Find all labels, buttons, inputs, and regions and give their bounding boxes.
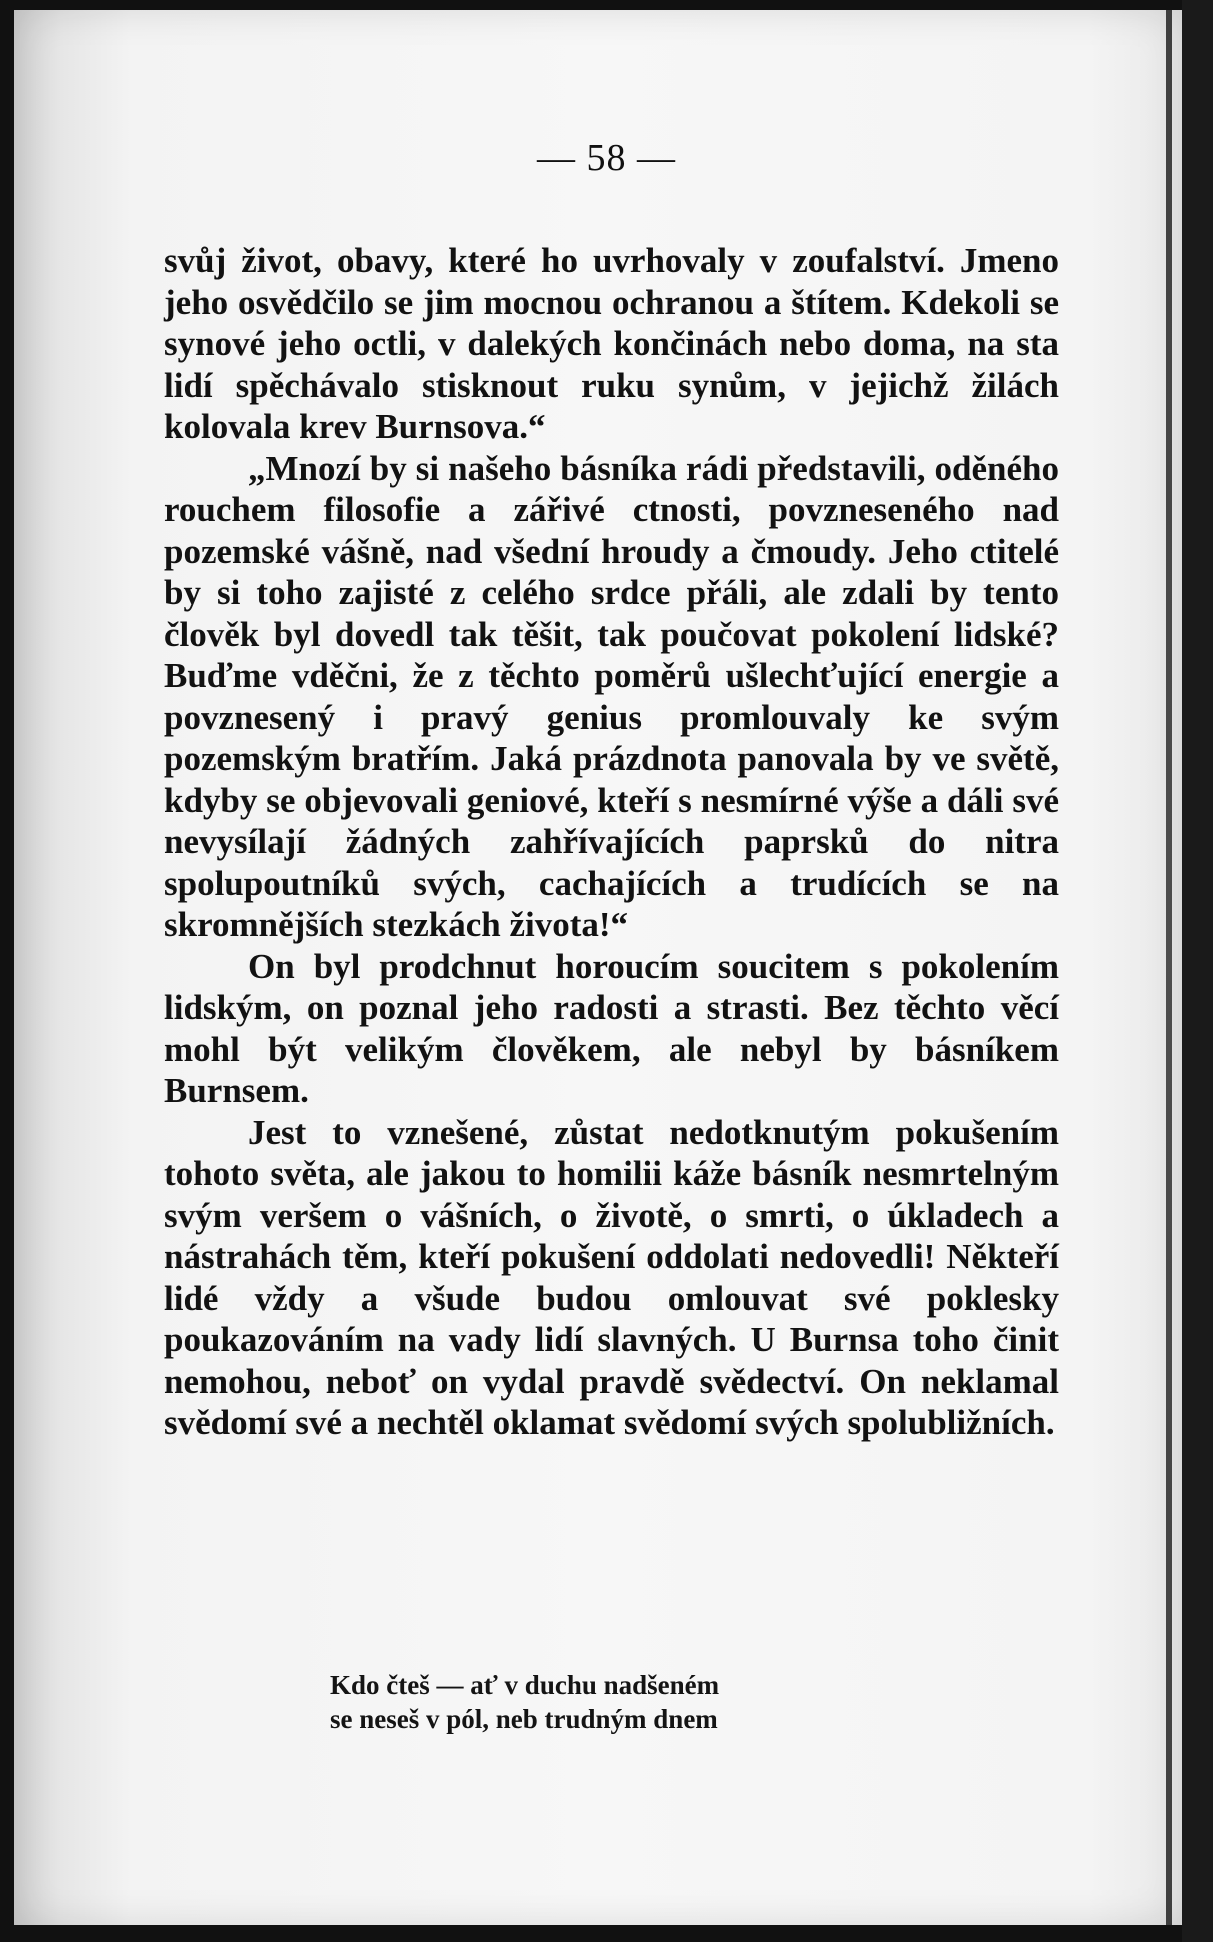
body-text [164,240,1059,1444]
verse-line-1: Kdo čteš — ať v duchu nadšeném [330,1670,720,1700]
paragraph-2: „Mnozí by si našeho básníka rádi představili, oděného rouchem filosofie a zářivé ctnosti, povzneseného nad pozemské vášně, nad všední hroudy a čmoudy. Jeho ctitelé by si toho zajisté z celého srdce přáli, ale zdali by tento člověk byl dovedl tak těšit, tak poučovat pokolení lidské? Buďme vděčni, že z těchto poměrů ušlechťující energie a povznesený i pravý genius promlouvaly ke svým pozemským bratřím. Jaká prázdnota panovala by ve světě, kdyby se objevovali geniové, kteří s nesmírné výše a dáli své nevysílají žádných zahřívajících paprsků do nitra spolupoutníků svých, cachajících a trudících se na skromnějších stezkách života!“ [164,448,1059,944]
paragraph-4: Jest to vznešené, zůstat nedotknutým pokušením tohoto světa, ale jakou to homilii káže básník nesmrtelným svým veršem o vášních, o životě, o smrti, o úkladech a nástrahách těm, kteří pokušení oddolati nedovedli! Někteří lidé vždy a všude budou omlouvat své poklesky poukazováním na vady lidí slavných. U Burnsa toho činit nemohou, neboť on vydal pravdě svědectví. On neklamal svědomí své a nechtěl oklamat svědomí svých spolubližních. [164,1112,1059,1442]
paragraph-3: On byl prodchnut horoucím soucitem s pokolením lidským, on poznal jeho radosti a strasti. Bez těchto věcí mohl být velikým člověkem, ale nebyl by básníkem Burnsem. [164,946,1059,1110]
verse-quote [330,1668,719,1736]
scan-border [1182,0,1213,1942]
page-edge [1166,10,1172,1925]
page-number: — 58 — [537,137,676,179]
verse-line-2: se neseš v pól, neb trudným dnem [330,1704,718,1734]
paragraph-1: svůj život, obavy, které ho uvrhovaly v zoufalství. Jmeno jeho osvědčilo se jim mocnou ochranou a štítem. Kdekoli se synové jeho octli, v dalekých končinách nebo doma, na sta lidí spěchávalo stisknout ruku synům, v jejichž žilách kolovala krev Burnsova.“ [164,241,1059,446]
